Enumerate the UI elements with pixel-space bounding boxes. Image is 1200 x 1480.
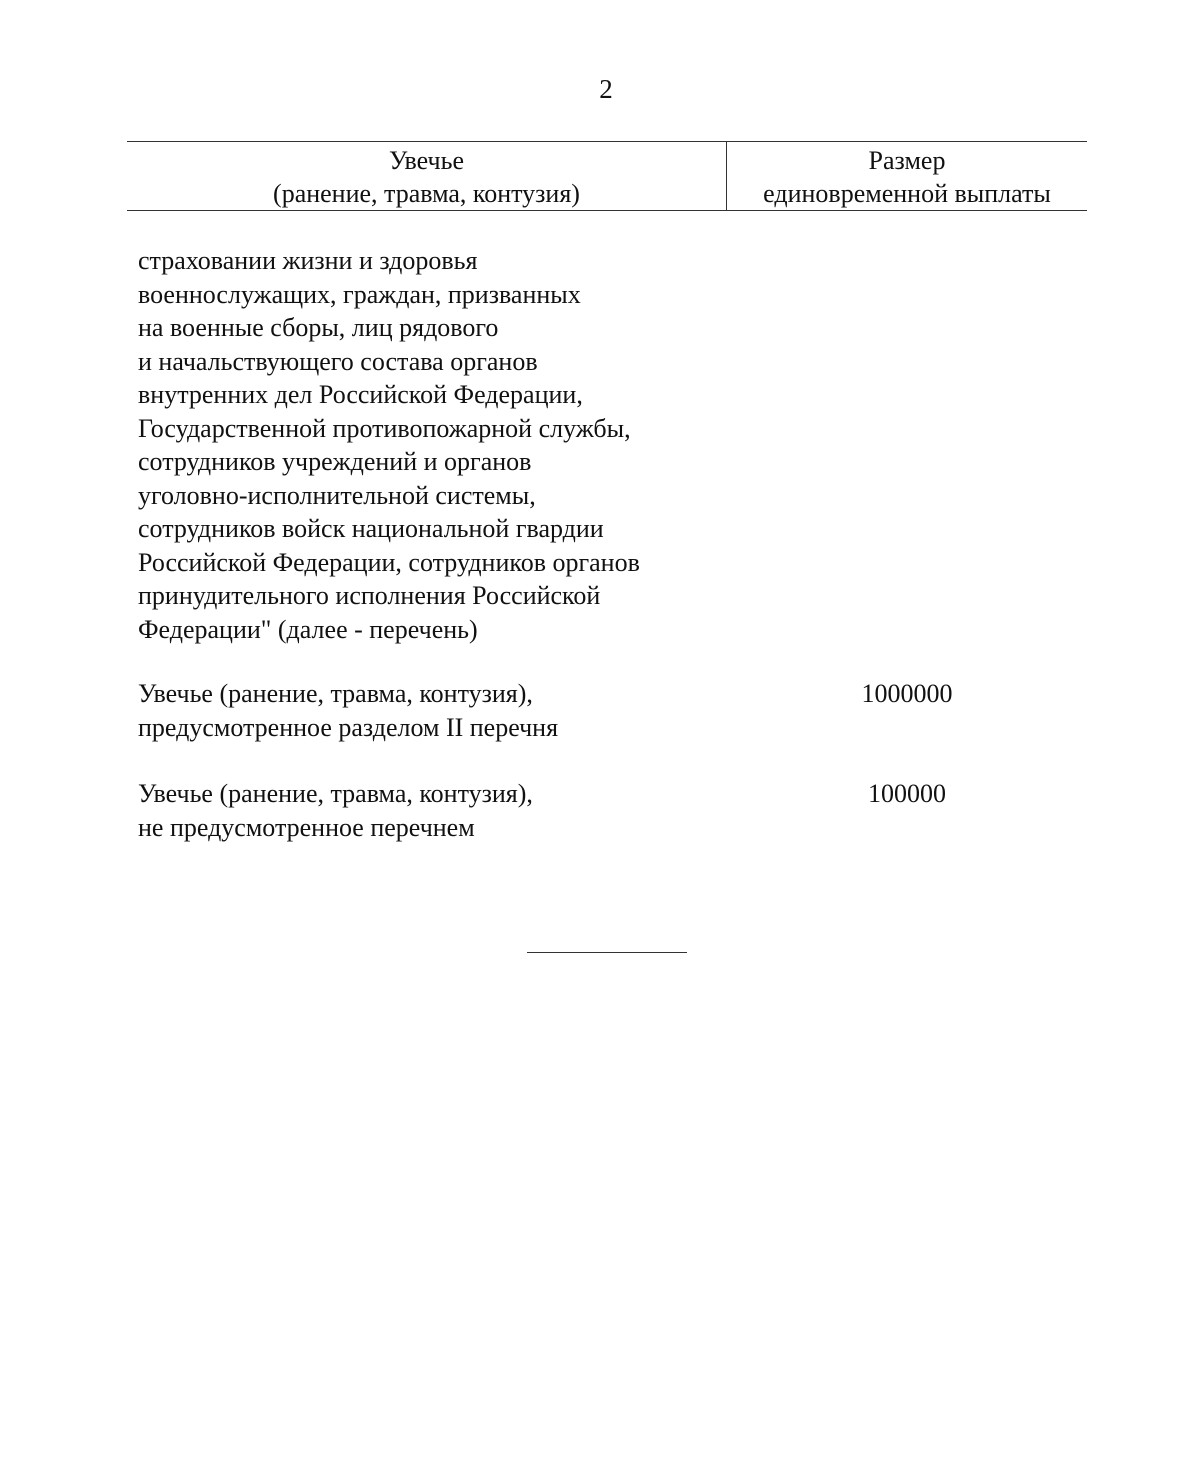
- header-column-injury: [127, 142, 727, 210]
- intro-line: сотрудников войск национальной гвардии: [138, 514, 604, 543]
- intro-line: и начальствующего состава органов: [138, 346, 538, 376]
- table-row-injury-listed: [138, 677, 738, 744]
- row-description-line: Увечье (ранение, травма, контузия),: [138, 679, 533, 708]
- payment-amount: 1000000: [861, 679, 953, 708]
- intro-line: Государственной противопожарной службы,: [138, 413, 631, 443]
- header-payment-line: Размер: [868, 146, 946, 175]
- header-payment-line: единовременной выплаты: [763, 179, 1051, 208]
- intro-paragraph: [138, 244, 738, 646]
- intro-line: Федерации" (далее - перечень): [138, 614, 478, 644]
- header-injury-line: (ранение, травма, контузия): [273, 179, 580, 208]
- intro-line: военнослужащих, граждан, призванных: [138, 279, 581, 309]
- row-description-line: не предусмотренное перечнем: [138, 812, 475, 842]
- intro-line: сотрудников учреждений и органов: [138, 447, 532, 476]
- row-description-line: предусмотренное разделом II перечня: [138, 712, 559, 742]
- intro-line: на военные сборы, лиц рядового: [138, 313, 499, 342]
- intro-line: уголовно-исполнительной системы,: [138, 480, 536, 510]
- payment-amount: 100000: [868, 779, 946, 808]
- header-injury-line: Увечье: [389, 146, 464, 175]
- header-column-payment: [727, 142, 1087, 210]
- intro-line: принудительного исполнения Российской: [138, 581, 601, 610]
- intro-line: страховании жизни и здоровья: [138, 246, 478, 275]
- row-description-line: Увечье (ранение, травма, контузия),: [138, 779, 533, 808]
- intro-line: внутренних дел Российской Федерации,: [138, 380, 583, 409]
- table-row-injury-unlisted: [138, 777, 738, 844]
- page-number: 2: [599, 74, 613, 104]
- document-end-rule: [527, 952, 687, 953]
- table-header: [127, 141, 1087, 211]
- intro-line: Российской Федерации, сотрудников органов: [138, 547, 640, 577]
